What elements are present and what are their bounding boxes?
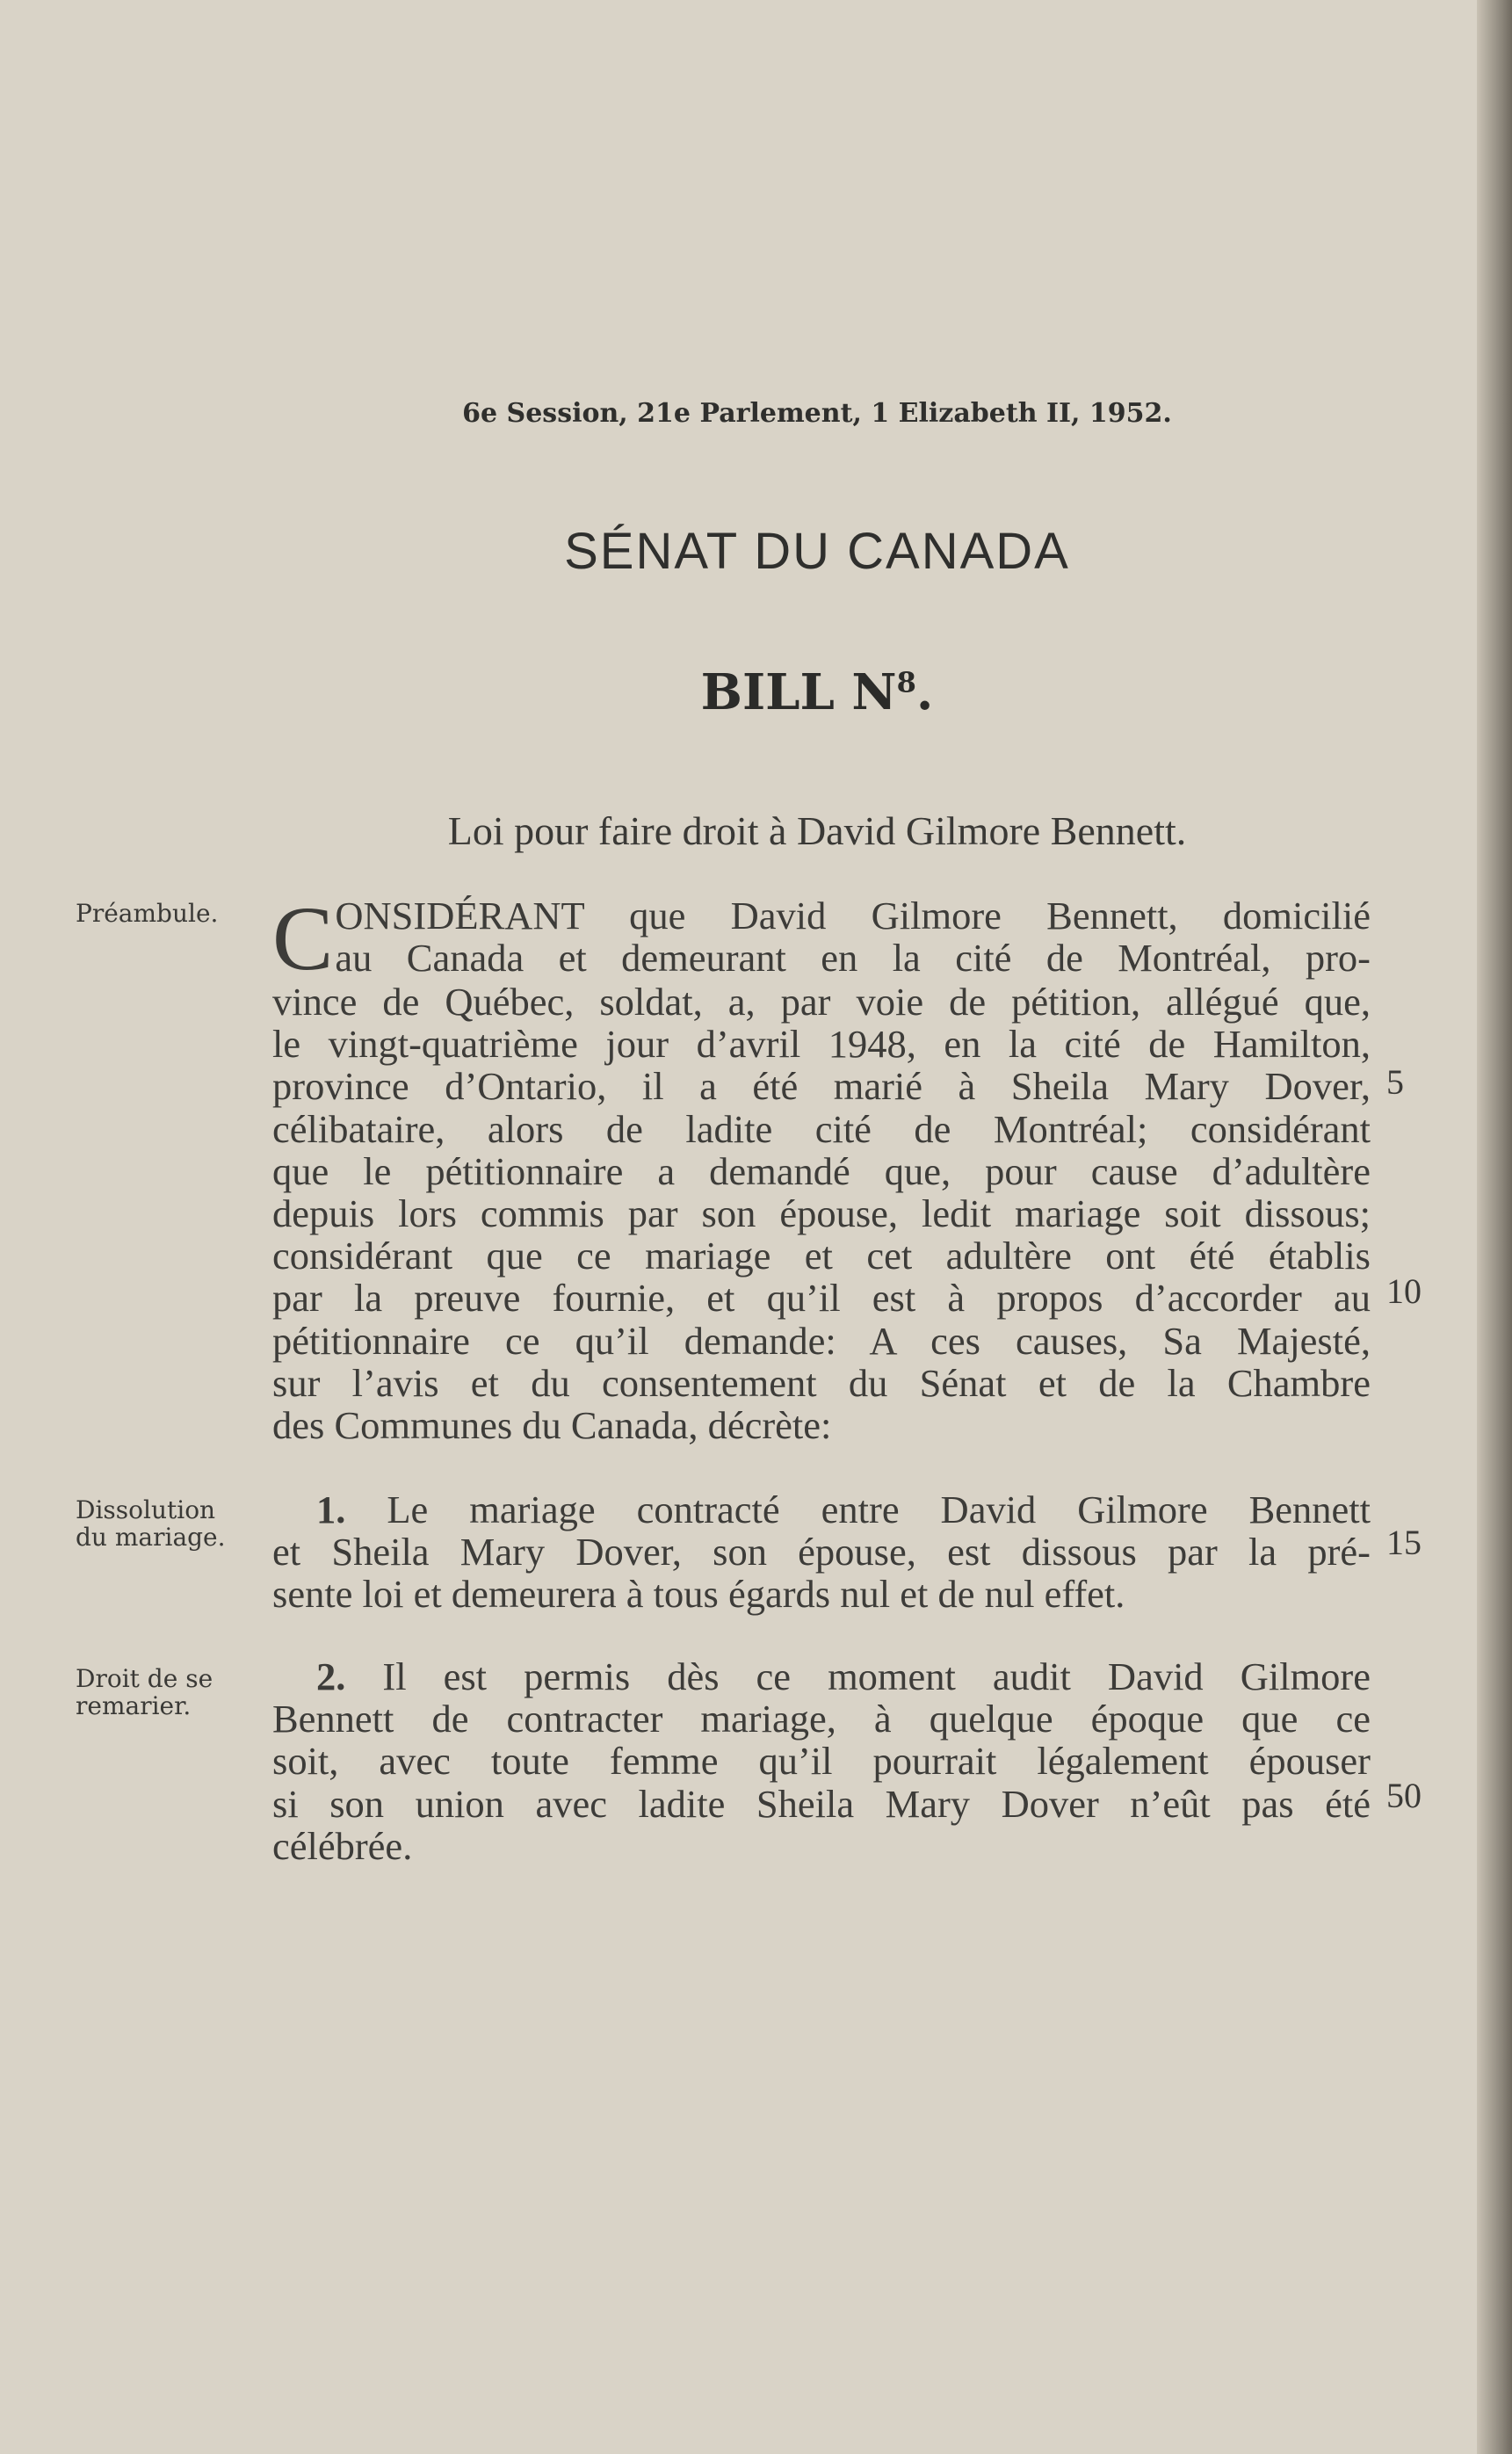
text-line: vince de Québec, soldat, a, par voie de pétition, allégué que, bbox=[272, 980, 1371, 1024]
section-text: Le mariage contracté entre David Gilmore Bennett bbox=[387, 1488, 1371, 1531]
section-number: 2. bbox=[316, 1654, 346, 1698]
bill-label: BILL N bbox=[700, 663, 897, 721]
text-line bbox=[272, 1655, 1371, 1698]
text-line: ONSIDÉRANT que David Gilmore Bennett, domicilié bbox=[335, 894, 1371, 937]
line-number: 15 bbox=[1386, 1523, 1422, 1562]
text-line: par la preuve fournie, et qu’il est à propos d’accorder au bbox=[272, 1276, 1371, 1321]
bill-number bbox=[0, 663, 1512, 721]
bill-suffix: . bbox=[915, 663, 934, 721]
section-2 bbox=[272, 1655, 1371, 1867]
text-line: Bennett de contracter mariage, à quelque époque que ce bbox=[272, 1697, 1371, 1741]
margin-note-line: Droit de se bbox=[76, 1664, 213, 1693]
bill-title: Loi pour faire droit à David Gilmore Bennett. bbox=[447, 808, 1187, 853]
section-number: 1. bbox=[316, 1488, 346, 1531]
margin-note-dissolution bbox=[76, 1496, 251, 1551]
text-line: depuis lors commis par son épouse, ledit mariage soit dissous; bbox=[272, 1191, 1371, 1235]
session-header: 6e Session, 21e Parlement, 1 Elizabeth II, 1952. bbox=[462, 398, 1172, 429]
line-number: 5 bbox=[1386, 1062, 1404, 1102]
text-line: pétitionnaire ce qu’il demande: A ces causes, Sa Majesté, bbox=[272, 1318, 1371, 1363]
section-text: Il est permis dès ce moment audit David Gilmore bbox=[382, 1654, 1371, 1698]
text-line: le vingt-quatrième jour d’avril 1948, en la cité de Hamilton, bbox=[272, 1022, 1371, 1067]
text-line bbox=[272, 1488, 1371, 1531]
text-line: célébrée. bbox=[272, 1823, 413, 1868]
margin-note-remarriage bbox=[76, 1665, 251, 1719]
text-line: province d’Ontario, il a été marié à Sheila Mary Dover, bbox=[272, 1064, 1371, 1109]
bill-number-superscript: 8 bbox=[896, 665, 916, 699]
text-line: et Sheila Mary Dover, son épouse, est dissous par la pré- bbox=[272, 1530, 1371, 1574]
text-line: des Communes du Canada, décrète: bbox=[272, 1402, 832, 1447]
line-number: 10 bbox=[1386, 1271, 1422, 1311]
text-line: considérant que ce mariage et cet adultère ont été établis bbox=[272, 1234, 1371, 1278]
page-edge bbox=[1477, 0, 1512, 2454]
section-1 bbox=[272, 1488, 1371, 1616]
text-line: au Canada et demeurant en la cité de Montréal, pro- bbox=[335, 936, 1371, 981]
dropcap: C bbox=[272, 888, 334, 989]
margin-note-line: remarier. bbox=[76, 1691, 192, 1720]
line-number: 50 bbox=[1386, 1776, 1422, 1815]
text-line: soit, avec toute femme qu’il pourrait légalement épouser bbox=[272, 1739, 1371, 1784]
margin-note-line: Dissolution bbox=[76, 1495, 216, 1524]
chamber-title: SÉNAT DU CANADA bbox=[564, 523, 1070, 580]
text-line: que le pétitionnaire a demandé que, pour cause d’adultère bbox=[272, 1148, 1371, 1193]
margin-note-line: du mariage. bbox=[76, 1523, 226, 1552]
text-line: sente loi et demeurera à tous égards nul et de nul effet. bbox=[272, 1572, 1125, 1617]
text-line: célibataire, alors de ladite cité de Montréal; considérant bbox=[272, 1106, 1371, 1151]
text-line: si son union avec ladite Sheila Mary Dover n’eût pas été bbox=[272, 1781, 1371, 1826]
text-line: sur l’avis et du consentement du Sénat et de la Chambre bbox=[272, 1360, 1371, 1405]
preamble-paragraph bbox=[272, 888, 1371, 1447]
margin-note-preamble: Préambule. bbox=[76, 899, 219, 928]
